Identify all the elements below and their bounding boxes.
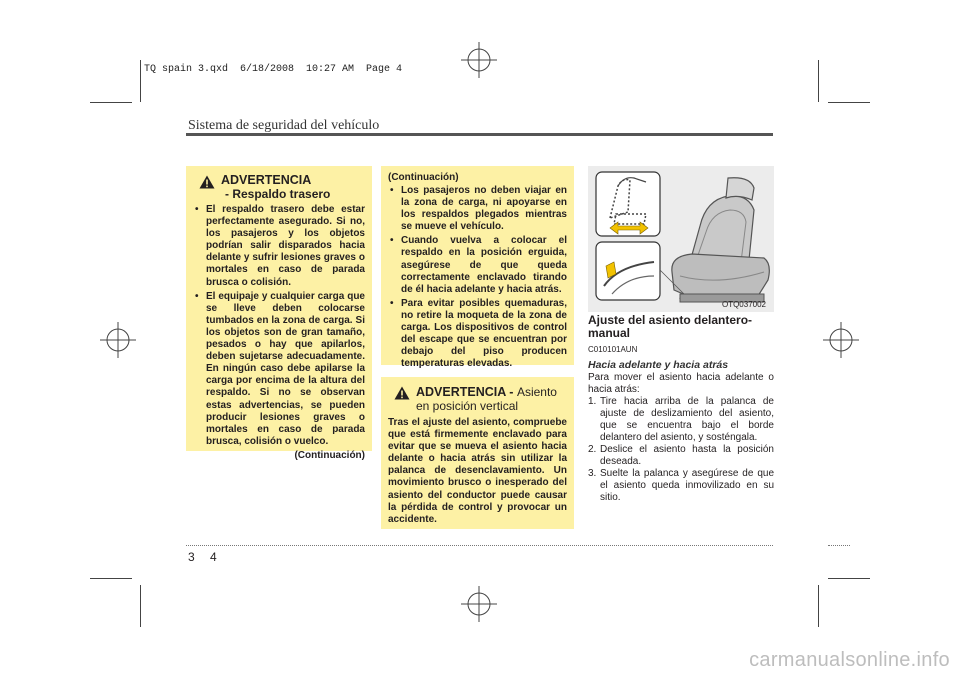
- figure-code: OTQ037002: [721, 300, 766, 309]
- registration-mark-icon: [100, 322, 136, 358]
- page-header-title: Sistema de seguridad del vehículo: [188, 118, 380, 133]
- crop-mark: [818, 585, 819, 627]
- warning-box-seat-upright: [381, 377, 574, 529]
- section-intro: Para mover el asiento hacia adelante o hacia atrás:: [588, 372, 774, 395]
- list-item: [588, 396, 774, 444]
- continued-label: (Continuación): [294, 449, 365, 461]
- crop-mark: [828, 102, 870, 103]
- list-item: • El equipaje y cualquier carga que se lleve deben colocarse tumbados en la zona de carga. Si los objetos son de gran tamaño, pesados o hay que apilarlos, deben sujetarse adecuadamente. En ningún caso debe apilarse la carga por encima de la altura del respaldo. Si no se observan estas advertencias, se pueden producir lesiones graves o mortales en caso de parada brusca, colisión o vuelco.: [193, 291, 365, 448]
- list-item: • Para evitar posibles quemaduras, no retire la moqueta de la zona de carga. Los dispositivos de control del escape que se encuentran por debajo del piso producen temperaturas elevadas.: [388, 298, 567, 371]
- registration-mark-icon: [823, 322, 859, 358]
- warning-title-line: [416, 385, 557, 399]
- footer-rule: [828, 545, 850, 546]
- crop-mark: [90, 102, 132, 103]
- warning-triangle-icon: [394, 386, 410, 400]
- list-item: • Cuando vuelva a colocar el respaldo en la posición erguida, asegúrese de que queda correctamente enclavado tirando de él hacia adelante y hacia atrás.: [388, 235, 567, 295]
- section-code: C010101AUN: [588, 345, 638, 354]
- footer-rule: [186, 545, 773, 546]
- warning-triangle-icon: [199, 175, 215, 189]
- warning-title: ADVERTENCIA: [221, 173, 312, 187]
- step-number: 3.: [588, 468, 597, 479]
- warning-text: Tras el ajuste del asiento, compruebe que está firmemente enclavado para evitar que se mueva el asiento hacia delante o hacia atrás sin utilizar la palanca de desenclavamiento. Un movimiento brusco o inesperado del asiento del conductor puede causar la pérdida de control y provocar un accidente.: [388, 417, 567, 525]
- page-number: 3 4: [188, 550, 223, 564]
- watermark: carmanualsonline.info: [749, 649, 950, 671]
- list-item: • Los pasajeros no deben viajar en la zona de carga, ni apoyarse en los respaldos plegados mientras se mueve el vehículo.: [388, 185, 567, 233]
- list-item: [588, 444, 774, 468]
- registration-mark-icon: [461, 586, 497, 622]
- crop-mark: [140, 60, 141, 102]
- warning-subtitle: - Respaldo trasero: [225, 187, 331, 201]
- warning-header: [193, 173, 365, 201]
- step-text: Tire hacia arriba de la palanca de ajuste de deslizamiento del asiento, que se encuentra bajo el borde delantero del asiento, y sosténgala.: [600, 396, 774, 443]
- seat-figure: [588, 166, 774, 312]
- step-number: 2.: [588, 444, 597, 455]
- warning-subtitle: en posición vertical: [416, 399, 519, 413]
- warning-box-continued: [381, 166, 574, 370]
- print-slug: TQ spain 3.qxd 6/18/2008 10:27 AM Page 4: [144, 64, 403, 75]
- warning-header: [388, 385, 567, 413]
- crop-mark: [818, 60, 819, 102]
- crop-mark: [828, 578, 870, 579]
- warning-list: [193, 204, 365, 448]
- step-text: Deslice el asiento hasta la posición deseada.: [600, 444, 774, 467]
- continued-heading: (Continuación): [388, 172, 459, 183]
- warning-title: ADVERTENCIA -: [416, 385, 514, 399]
- list-item: • El respaldo trasero debe estar perfectamente asegurado. Si no, los pasajeros y los objetos podrían salir disparados hacia delante y sufrir lesiones graves o mortales en caso de parada brusca o colisión.: [193, 204, 365, 289]
- seat-adjust-section: [588, 314, 774, 504]
- warning-box-rear-seatback: [186, 166, 372, 461]
- warning-list: [388, 185, 567, 370]
- step-text: Suelte la palanca y asegúrese de que el asiento queda inmovilizado en su sitio.: [600, 468, 774, 503]
- crop-mark: [90, 578, 132, 579]
- registration-mark-icon: [461, 42, 497, 78]
- crop-mark: [140, 585, 141, 627]
- step-number: 1.: [588, 396, 597, 407]
- section-subhead: Hacia adelante y hacia atrás: [588, 359, 729, 371]
- steps-list: [588, 396, 774, 504]
- list-item: [588, 468, 774, 504]
- seat-illustration-icon: [588, 166, 774, 312]
- section-title: Ajuste del asiento delantero-manual: [588, 313, 753, 340]
- header-rule: [186, 133, 773, 136]
- warning-title-rest: Asiento: [516, 385, 557, 399]
